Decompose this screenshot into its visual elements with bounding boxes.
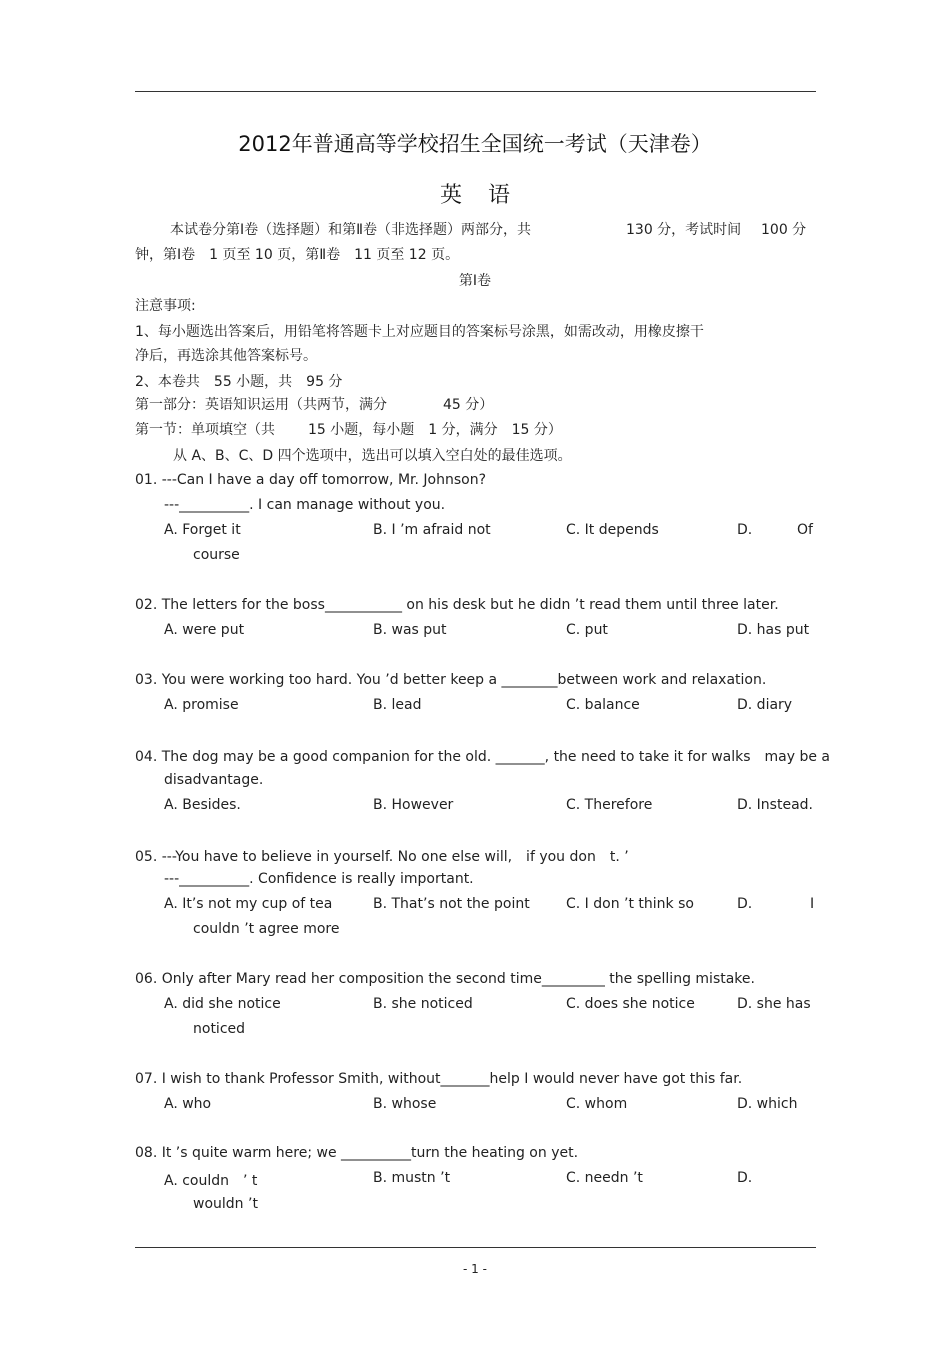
question-01: 01. ---Can I have a day off tomorrow, Mr. Johnson? [135,472,487,488]
bottom-rule [135,1247,816,1248]
option-a: A. Forget it [164,522,241,538]
intro-line2: 钟，第Ⅰ卷 1 页至 10 页，第Ⅱ卷 11 页至 12 页。 [135,247,460,263]
note-2: 2、本卷共 55 小题，共 95 分 [135,374,343,390]
section1-b: 15 小题，每小题 1 分，满分 15 分） [308,422,562,438]
option-d-label: D. has put [737,622,810,638]
option-c: C. It depends [566,522,659,538]
intro-line1: 本试卷分第Ⅰ卷（选择题）和第Ⅱ卷（非选择题）两部分，共 [170,222,532,238]
intro-time: 100 分 [761,222,807,238]
option-c: C. Therefore [566,797,653,813]
question-08: 08. It ’s quite warm here; we __________turn the heating on yet. [135,1145,579,1161]
part1-a: 第一部分：英语知识运用（共两节，满分 [135,397,387,413]
option-c: C. needn ’t [566,1170,643,1186]
option-c: C. whom [566,1096,628,1112]
option-d-cont: course [193,547,240,563]
option-a: A. Besides. [164,797,241,813]
question-03: 03. You were working too hard. You ’d better keep a ________between work and relaxation. [135,672,767,688]
option-a: A. couldn ’ t [164,1173,258,1189]
option-d-cont: couldn ’t agree more [193,921,340,937]
option-c: C. balance [566,697,640,713]
instruction: 从 A、B、C、D 四个选项中，选出可以填入空白处的最佳选项。 [173,448,572,464]
question-05: 05. ---You have to believe in yourself. No one else will, if you don t. ’ [135,849,629,865]
option-a: A. who [164,1096,212,1112]
note-1b: 净后，再选涂其他答案标号。 [135,348,317,364]
option-c: C. does she notice [566,996,695,1012]
option-b: B. she noticed [373,996,473,1012]
option-d-word: Of [797,522,813,538]
option-b: B. lead [373,697,422,713]
intro-score: 130 分，考试时间 [626,222,742,238]
part1-b: 45 分） [443,397,494,413]
option-c: C. I don ’t think so [566,896,694,912]
option-c: C. put [566,622,608,638]
option-b: B. However [373,797,454,813]
option-d-label: D. diary [737,697,793,713]
question-07: 07. I wish to thank Professor Smith, without_______help I would never have got this far. [135,1071,743,1087]
option-b: B. was put [373,622,447,638]
question-04-line2: disadvantage. [164,772,264,788]
option-d-label: D. [737,522,753,538]
option-a: A. promise [164,697,239,713]
volume-label: 第Ⅰ卷 [458,273,492,289]
option-a: A. did she notice [164,996,281,1012]
note-1a: 1、每小题选出答案后，用铅笔将答题卡上对应题目的答案标号涂黑，如需改动，用橡皮擦干 [135,324,704,340]
option-b: B. whose [373,1096,437,1112]
option-d-label: D. [737,896,753,912]
question-04: 04. The dog may be a good companion for the old. _______, the need to take it for walks may be a [135,749,831,765]
question-02: 02. The letters for the boss___________ on his desk but he didn ’t read them until three later. [135,597,779,613]
question-06: 06. Only after Mary read her composition the second time_________ the spelling mistake. [135,971,755,987]
top-rule [135,91,816,92]
option-a: A. were put [164,622,245,638]
exam-title: 2012年普通高等学校招生全国统一考试（天津卷） [238,132,712,156]
option-b: B. I ’m afraid not [373,522,491,538]
option-d-label: D. Instead. [737,797,813,813]
option-d-cont: noticed [193,1021,246,1037]
section1-a: 第一节：单项填空（共 [135,422,275,438]
option-b: B. mustn ’t [373,1170,451,1186]
page-number: - 1 - [463,1262,487,1276]
question-05-line2: ---__________. Confidence is really important. [164,871,474,887]
option-d-label: D. which [737,1096,798,1112]
option-d-word: I [810,896,815,912]
subject-title: 英语 [439,183,536,208]
question-01-line2: ---__________. I can manage without you. [164,497,446,513]
notes-heading: 注意事项: [135,298,196,314]
option-d-label: D. [737,1170,753,1186]
option-d-label: D. she has [737,996,811,1012]
option-d-cont: wouldn ’t [193,1196,258,1212]
option-b: B. That’s not the point [373,896,530,912]
option-a: A. It’s not my cup of tea [164,896,333,912]
